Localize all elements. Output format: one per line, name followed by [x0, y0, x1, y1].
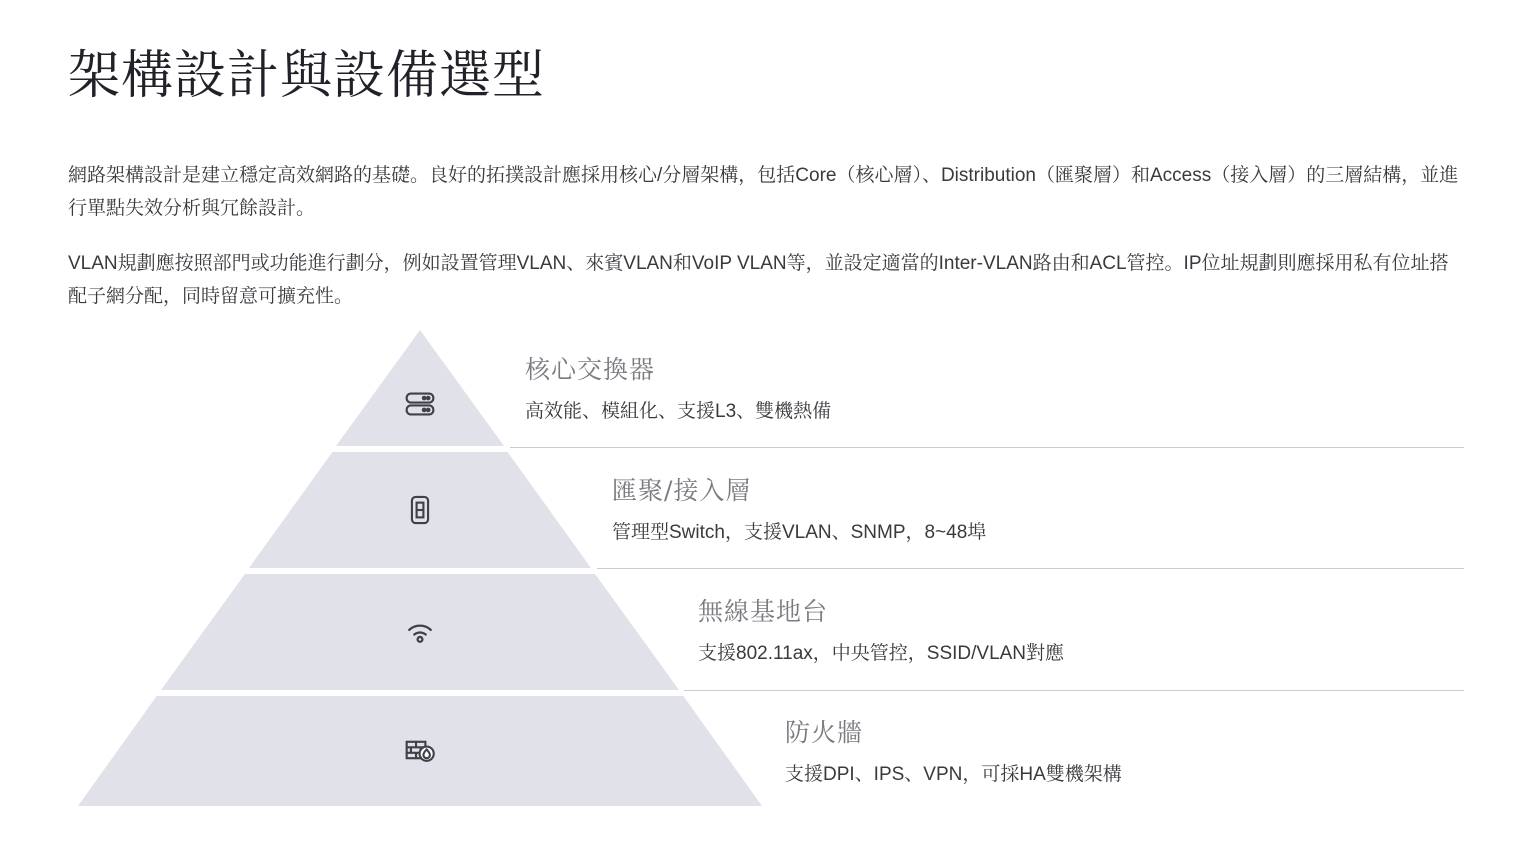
tier-description-wireless: 支援802.11ax，中央管控，SSID/VLAN對應 [698, 643, 1065, 664]
tier-separator [510, 447, 1464, 448]
tier-heading-distribution-access: 匯聚/接入層 [612, 476, 752, 505]
tier-description-core: 高效能、模組化、支援L3、雙機熱備 [525, 401, 832, 422]
firewall-icon [403, 733, 437, 767]
core-switch-icon [403, 387, 437, 421]
intro-paragraph-vlan: VLAN規劃應按照部門或功能進行劃分，例如設置管理VLAN、來賓VLAN和VoIP VLAN等，並設定適當的Inter-VLAN路由和ACL管控。IP位址規劃則應採用私有位址搭配子網分配，同時留意可擴充性。 [68, 253, 1449, 307]
tier-separator [684, 690, 1464, 691]
wifi-icon [403, 613, 437, 647]
page-title: 架構設計與設備選型 [68, 46, 546, 106]
tier-heading-firewall: 防火牆 [785, 718, 864, 747]
tier-separator [597, 568, 1464, 569]
tier-heading-core: 核心交換器 [525, 355, 656, 384]
intro-paragraph-topology: 網路架構設計是建立穩定高效網路的基礎。良好的拓撲設計應採用核心/分層架構，包括Core（核心層）、Distribution（匯聚層）和Access（接入層）的三層結構，並進行單點失效分析與冗餘設計。 [68, 165, 1459, 219]
tier-description-distribution-access: 管理型Switch，支援VLAN、SNMP，8~48埠 [612, 522, 987, 543]
tier-heading-wireless: 無線基地台 [698, 597, 829, 626]
access-switch-icon [403, 493, 437, 527]
tier-description-firewall: 支援DPI、IPS、VPN，可採HA雙機架構 [785, 764, 1122, 785]
